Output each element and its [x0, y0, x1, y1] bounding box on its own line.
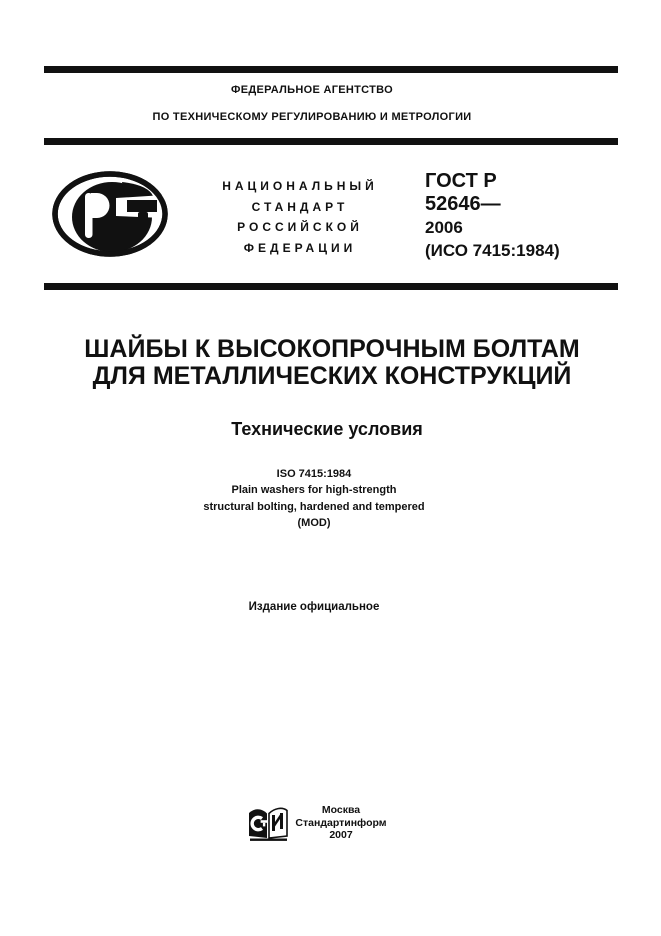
imprint-publisher: Стандартинформ: [295, 816, 387, 829]
national-standard-label: [222, 176, 378, 258]
national-standard-line: ФЕДЕРАЦИИ: [243, 240, 357, 255]
middle-rule: [44, 138, 618, 145]
top-rule: [44, 66, 618, 73]
imprint-city: Москва: [321, 804, 361, 816]
document-title-line1: ШАЙБЫ К ВЫСОКОПРОЧНЫМ БОЛТАМ: [84, 335, 580, 363]
designation-iso-ref: (ИСО 7415:1984): [425, 241, 560, 260]
rst-logo-svg: [50, 170, 170, 258]
national-standard-line: РОССИЙСКОЙ: [237, 220, 363, 234]
si-letter-t-bar: [261, 820, 268, 823]
designation-index: ГОСТ Р: [425, 170, 497, 192]
standard-designation: [425, 170, 560, 262]
imprint-year: 2007: [329, 829, 353, 842]
agency-name-line1: ФЕДЕРАЛЬНОЕ АГЕНТСТВО: [231, 84, 393, 96]
standartinform-logo-icon: [246, 805, 290, 848]
imprint: [295, 804, 386, 842]
official-edition-note: Издание официальное: [248, 601, 380, 613]
document-title-line2: ДЛЯ МЕТАЛЛИЧЕСКИХ КОНСТРУКЦИЙ: [92, 362, 572, 390]
document-subtitle: Технические условия: [231, 419, 423, 439]
bottom-rule: [44, 283, 618, 290]
book-right-page: [269, 808, 287, 838]
national-standard-line: НАЦИОНАЛЬНЫЙ: [222, 179, 378, 193]
rst-conformity-mark-icon: [50, 170, 170, 263]
designation-year: 2006: [425, 218, 463, 237]
iso-reference-mod: (MOD): [297, 516, 331, 529]
national-standard-line: СТАНДАРТ: [251, 199, 349, 214]
designation-number: 52646—: [425, 193, 501, 215]
rst-letter-t-stem: [138, 212, 148, 220]
iso-reference-designation: ISO 7415:1984: [276, 468, 352, 480]
rst-letter-t-bar: [127, 200, 157, 212]
iso-reference-title-line2: structural bolting, hardened and tempered: [203, 500, 425, 513]
iso-reference-title-line1: Plain washers for high-strength: [231, 484, 397, 497]
book-base: [250, 839, 287, 841]
document-title: [84, 336, 579, 390]
iso-reference: [203, 466, 424, 531]
standartinform-logo-svg: [246, 805, 290, 843]
agency-name-line2: ПО ТЕХНИЧЕСКОМУ РЕГУЛИРОВАНИЮ И МЕТРОЛОГИИ: [152, 111, 472, 123]
si-letter-t-stem: [263, 823, 265, 827]
